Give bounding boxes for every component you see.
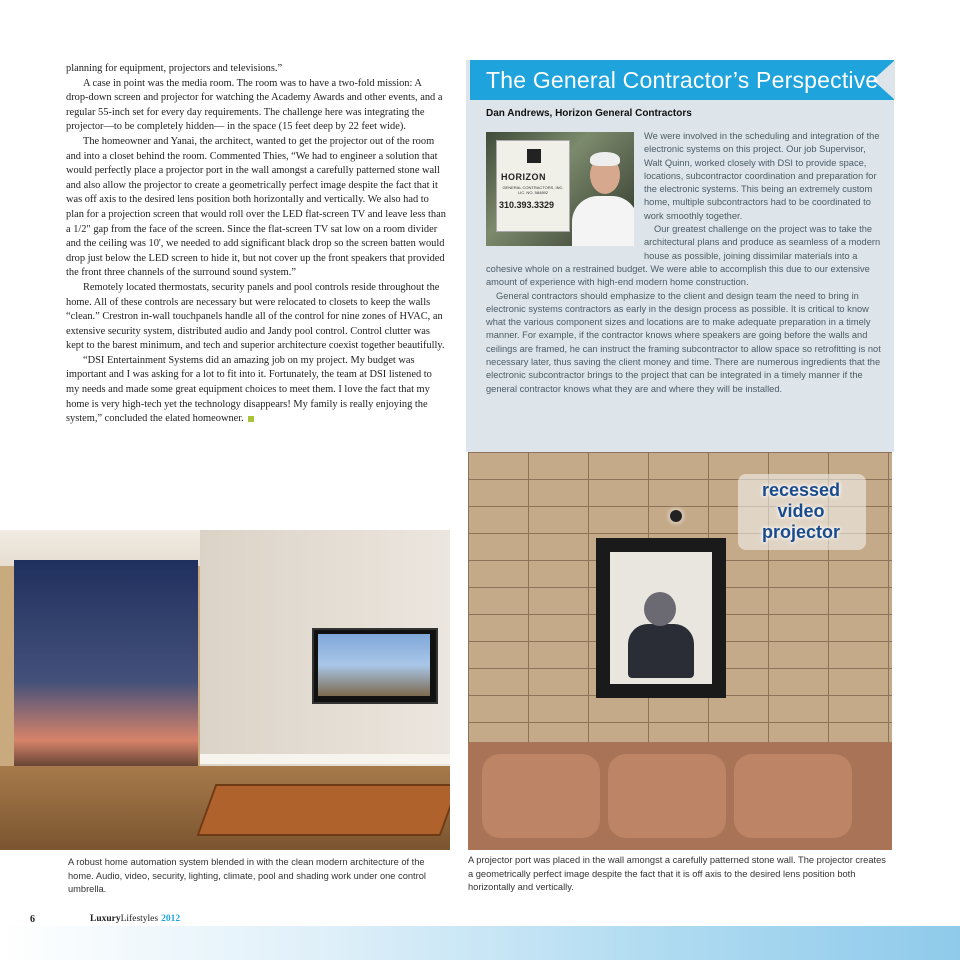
- footer-wave-decoration: [0, 926, 960, 960]
- sofa-cushion: [482, 754, 600, 838]
- tv-screen: [318, 634, 430, 696]
- portrait-shirt: [572, 196, 634, 246]
- sidebar-paragraph: General contractors should emphasize to the client and design team the need to bring in electronic systems contractors as early in the design process as possible. It is critical to know what the various component sizes and locations are to make adequate preparation in a timely manner. For example, if the contractor knows where speakers are going before the walls and ceilings are framed, he can instruct the framing subcontractor to allow space so retrofitting is not necessary later, thus saving the client money and time. There are numerous ingredients that the electronic subcontractor brings to the project that can be integrated in a timely manner if the general contractor knows what they are and where they will be installed.: [486, 290, 881, 394]
- sign-phone: 310.393.3329: [499, 200, 555, 210]
- sofa-cushion: [608, 754, 726, 838]
- sofa-cushion: [734, 754, 852, 838]
- living-room-photo: [0, 530, 450, 850]
- projector-wall-photo: [468, 452, 892, 850]
- article-paragraph: The homeowner and Yanai, the architect, wanted to get the projector out of the room and into a closet behind the room. Commented Thies, “We had to engineer a solution that would perfectly place a projector port in the wall amongst a carefully patterned stone wall and also allow the projector to create a geometrically perfect image despite the fact that it was off axis to the desired lens position both horizontally and vertically. We also had to plan for a projection screen that would roll over the LED flat-screen TV and leave less than a 1/2" gap from the face of the screen. Since the flat-screen TV sat low on a room divider and the ceiling was 10', we needed to add significant black drop so the screen batten would drop just below the LED screen to hide it, but not cover up the front speakers that provided the front three channels of the surround sound system.”: [66, 135, 446, 279]
- portrait-hair: [590, 152, 620, 166]
- left-photo-caption: A robust home automation system blended in with the clean modern architecture of the home. Audio, video, security, lighting, climate, pool and shading work under one control umbrella.: [68, 857, 426, 895]
- sidebar-paragraph: Our greatest challenge on the project was to take the architectural plans and produce as seamless of a modern house as possible, joining dissimilar materials into a cohesive whole on a restrained budget. We were able to accomplish this due to our extensive amount of experience with high-end modern home construction.: [486, 224, 881, 288]
- sidebar-title: The General Contractor’s Perspective: [486, 67, 879, 93]
- projector-callout: recessed video projector: [761, 480, 841, 542]
- right-photo-caption: A projector port was placed in the wall amongst a carefully patterned stone wall. The projector creates a geometrically perfect image despite the fact that it is off axis to the desired lens position both horizontally and vertically.: [468, 855, 886, 893]
- article-paragraph-last: [66, 354, 446, 427]
- page-number: 6: [30, 914, 35, 925]
- article-paragraph-text: “DSI Entertainment Systems did an amazing job on my project. My budget was important and I was asking for a lot to fit into it. Fortunately, the team at DSI listened to my needs and made some great equipment choices to meet them. I love the fact that my home is very high-tech yet the technology disappears! My family is really enjoying the system,” concluded the elated homeowner.: [66, 354, 432, 425]
- brand-rest: Lifestyles: [120, 914, 159, 924]
- brand-bold: Luxury: [90, 914, 121, 924]
- article-paragraph: planning for equipment, projectors and televisions.”: [66, 63, 283, 74]
- article-paragraph: Remotely located thermostats, security panels and pool controls reside throughout the home. All of these controls are necessary but were relocated to closets to keep the walls “clean.” Crestron in-wall touchpanels handle all of the control for nine zones of HVAC, an extensive security system, distributed audio and Jandy pool control. Control clutter was kept to the barest minimum, and tech and superior architecture coexist together beautifully.: [66, 281, 445, 352]
- article-paragraph: A case in point was the media room. The room was to have a two-fold mission: A drop-down screen and projector for watching the Academy Awards and other events, and a regular 55-inch set for every day requirements. The challenge here was integrating the projector—to be completely hidden— in the space (15 feet deep by 22 feet wide).: [66, 77, 443, 133]
- sign-subtitle: GENERAL CONTRACTORS, INC. LIC. NO. 584892: [502, 185, 564, 195]
- sign-company-name: HORIZON: [501, 172, 546, 182]
- artwork-figure-body: [628, 624, 694, 678]
- sidebar-byline: Dan Andrews, Horizon General Contractors: [486, 108, 692, 119]
- house-logo-icon: [527, 149, 541, 163]
- room-divider-ledge: [200, 754, 450, 764]
- projector-port: [670, 510, 682, 522]
- brand-year: 2012: [161, 914, 181, 924]
- contractor-portrait: [486, 132, 634, 246]
- artwork-figure-head: [644, 592, 676, 626]
- sunset-window: [14, 560, 198, 780]
- sidebar-body: [486, 130, 884, 396]
- magazine-brand: [90, 914, 180, 924]
- sidebar-paragraph: We were involved in the scheduling and integration of the electronic systems on this project. Our job Supervisor, Walt Quinn, worked closely with DSI to provide space, locations, subcontractor coordination and preparation for the electronic systems. This being an extremely custom home, multiple subcontractors had to be coordinated to work smoothly together.: [644, 131, 880, 221]
- company-sign: [496, 140, 570, 232]
- article-column: [66, 62, 446, 427]
- area-rug: [197, 784, 450, 836]
- end-of-article-mark: [248, 416, 254, 422]
